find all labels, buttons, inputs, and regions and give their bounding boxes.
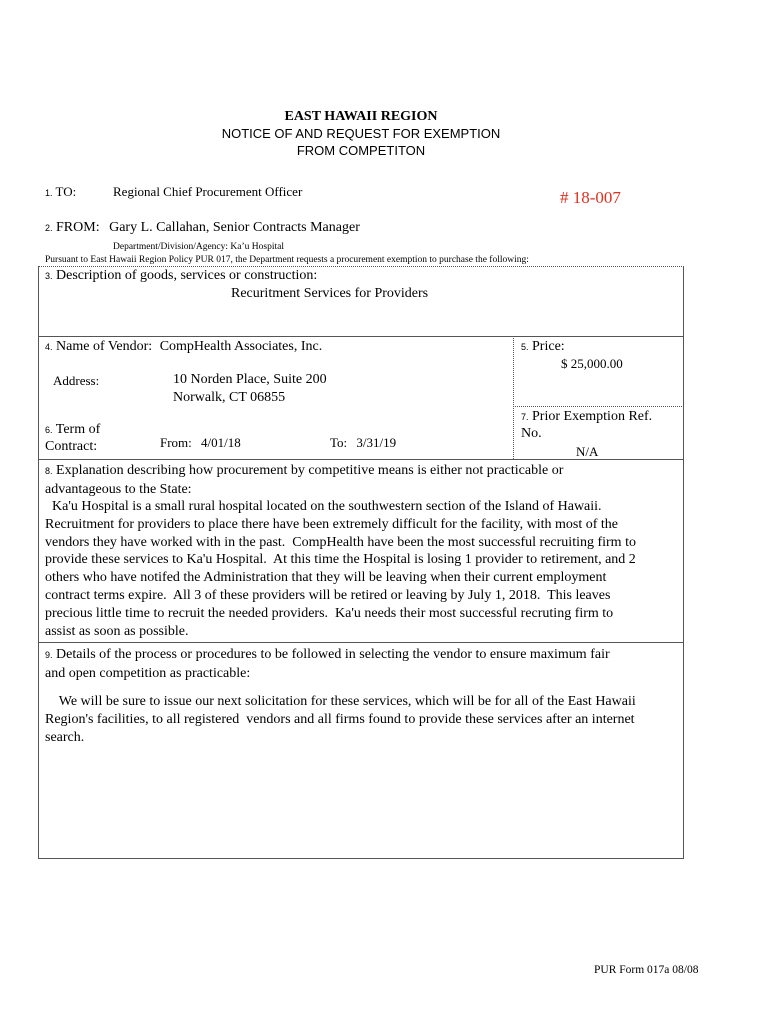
from-label: FROM: <box>56 220 100 235</box>
section9-number: 9. <box>45 650 53 660</box>
section9-heading-line1: Details of the process or procedures to be followed in selecting the vendor to ensure maximum fair <box>56 647 610 662</box>
section9-body <box>45 693 687 746</box>
section9-line: search. <box>45 729 85 745</box>
reference-number: # 18-007 <box>560 188 621 207</box>
divider-after-section8 <box>38 642 684 643</box>
section5-label-text: Price: <box>532 339 565 354</box>
divider-after-section3 <box>38 336 684 337</box>
address-line2: Norwalk, CT 06855 <box>173 390 286 405</box>
term-to <box>330 435 396 451</box>
section5-number: 5. <box>521 342 529 352</box>
section9-heading-line2: and open competition as practicable: <box>45 665 251 681</box>
section8-number: 8. <box>45 466 53 476</box>
section8-line: assist as soon as possible. <box>45 623 189 639</box>
term-from-label: From: <box>160 435 192 450</box>
section4-label <box>45 339 322 355</box>
section4-number: 4. <box>45 342 53 352</box>
section4-label-text: Name of Vendor: <box>56 339 153 354</box>
document-subtitle-line1: NOTICE OF AND REQUEST FOR EXEMPTION <box>221 126 501 141</box>
form-footer: PUR Form 017a 08/08 <box>594 964 699 976</box>
section6-label <box>45 422 100 438</box>
section8-line: Recruitment for providers to place there have been extremely difficult for the facility, with most of the <box>45 516 619 532</box>
pursuant-line: Pursuant to East Hawaii Region Policy PUR 017, the Department requests a procurement exemption to purchase the following: <box>45 255 529 265</box>
section7-label-line2: No. <box>521 426 542 441</box>
to-value: Regional Chief Procurement Officer <box>113 184 303 199</box>
section7-label-line1: Prior Exemption Ref. <box>532 409 653 424</box>
section6-label-line2: Contract: <box>45 439 98 454</box>
divider-section5-7 <box>513 406 684 407</box>
term-from <box>160 435 241 451</box>
price-value: $ 25,000.00 <box>561 356 623 371</box>
section8-heading-line1: Explanation describing how procurement by competitive means is either not practicable or <box>56 463 564 478</box>
section8-line: precious little time to recruit the needed providers. Ka'u needs their most successful recruting firm to <box>45 605 614 621</box>
section9-line: We will be sure to issue our next solicitation for these services, which will be for all of the East Hawaii <box>45 694 636 709</box>
term-to-label: To: <box>330 435 348 450</box>
section5-label <box>521 339 565 355</box>
from-value: Gary L. Callahan, Senior Contracts Manager <box>109 220 360 235</box>
document-subtitle-line2: FROM COMPETITON <box>296 143 426 158</box>
to-label: TO: <box>55 184 77 199</box>
vendor-name: CompHealth Associates, Inc. <box>159 339 323 354</box>
prior-exemption-value: N/A <box>576 444 599 459</box>
section8-line: vendors they have worked with in the past. CompHealth have been the most successful recruiting firm to <box>45 534 636 550</box>
section7-label <box>521 409 652 425</box>
section3-value: Recuritment Services for Providers <box>231 286 429 301</box>
to-field-label <box>45 184 76 200</box>
section9-heading <box>45 646 687 683</box>
department-line: Department/Division/Agency: Ka’u Hospital <box>113 242 284 252</box>
section9-line: Region's facilities, to all registered vendors and all firms found to provide these services after an internet <box>45 711 635 727</box>
section6-label-line1: Term of <box>55 422 101 437</box>
section3-number: 3. <box>45 271 53 281</box>
section8-heading <box>45 462 687 499</box>
to-number: 1. <box>45 188 53 198</box>
section6-number: 6. <box>45 425 53 435</box>
section8-heading-line2: advantageous to the State: <box>45 481 192 497</box>
column-divider <box>513 336 514 459</box>
section8-line: contract terms expire. All 3 of these providers will be retired or leaving by July 1, 2018. This leaves <box>45 587 611 603</box>
from-field <box>45 220 360 236</box>
section8-line: others who have notifed the Administration that they will be leaving when their current employment <box>45 570 607 586</box>
document-title: EAST HAWAII REGION <box>284 109 438 124</box>
section7-number: 7. <box>521 412 529 422</box>
section3-label-text: Description of goods, services or construction: <box>56 268 318 283</box>
address-label: Address: <box>53 373 100 388</box>
section3-label <box>45 268 317 284</box>
section8-body <box>45 498 687 640</box>
section8-line: Ka'u Hospital is a small rural hospital located on the southwestern section of the Island of Hawaii. <box>45 499 602 514</box>
term-from-value: 4/01/18 <box>201 435 241 450</box>
from-number: 2. <box>45 223 53 233</box>
section8-line: provide these services to Ka'u Hospital. At this time the Hospital is losing 1 provider to retirement, and 2 <box>45 552 636 568</box>
address-line1: 10 Norden Place, Suite 200 <box>173 372 327 387</box>
term-to-value: 3/31/19 <box>356 435 397 450</box>
